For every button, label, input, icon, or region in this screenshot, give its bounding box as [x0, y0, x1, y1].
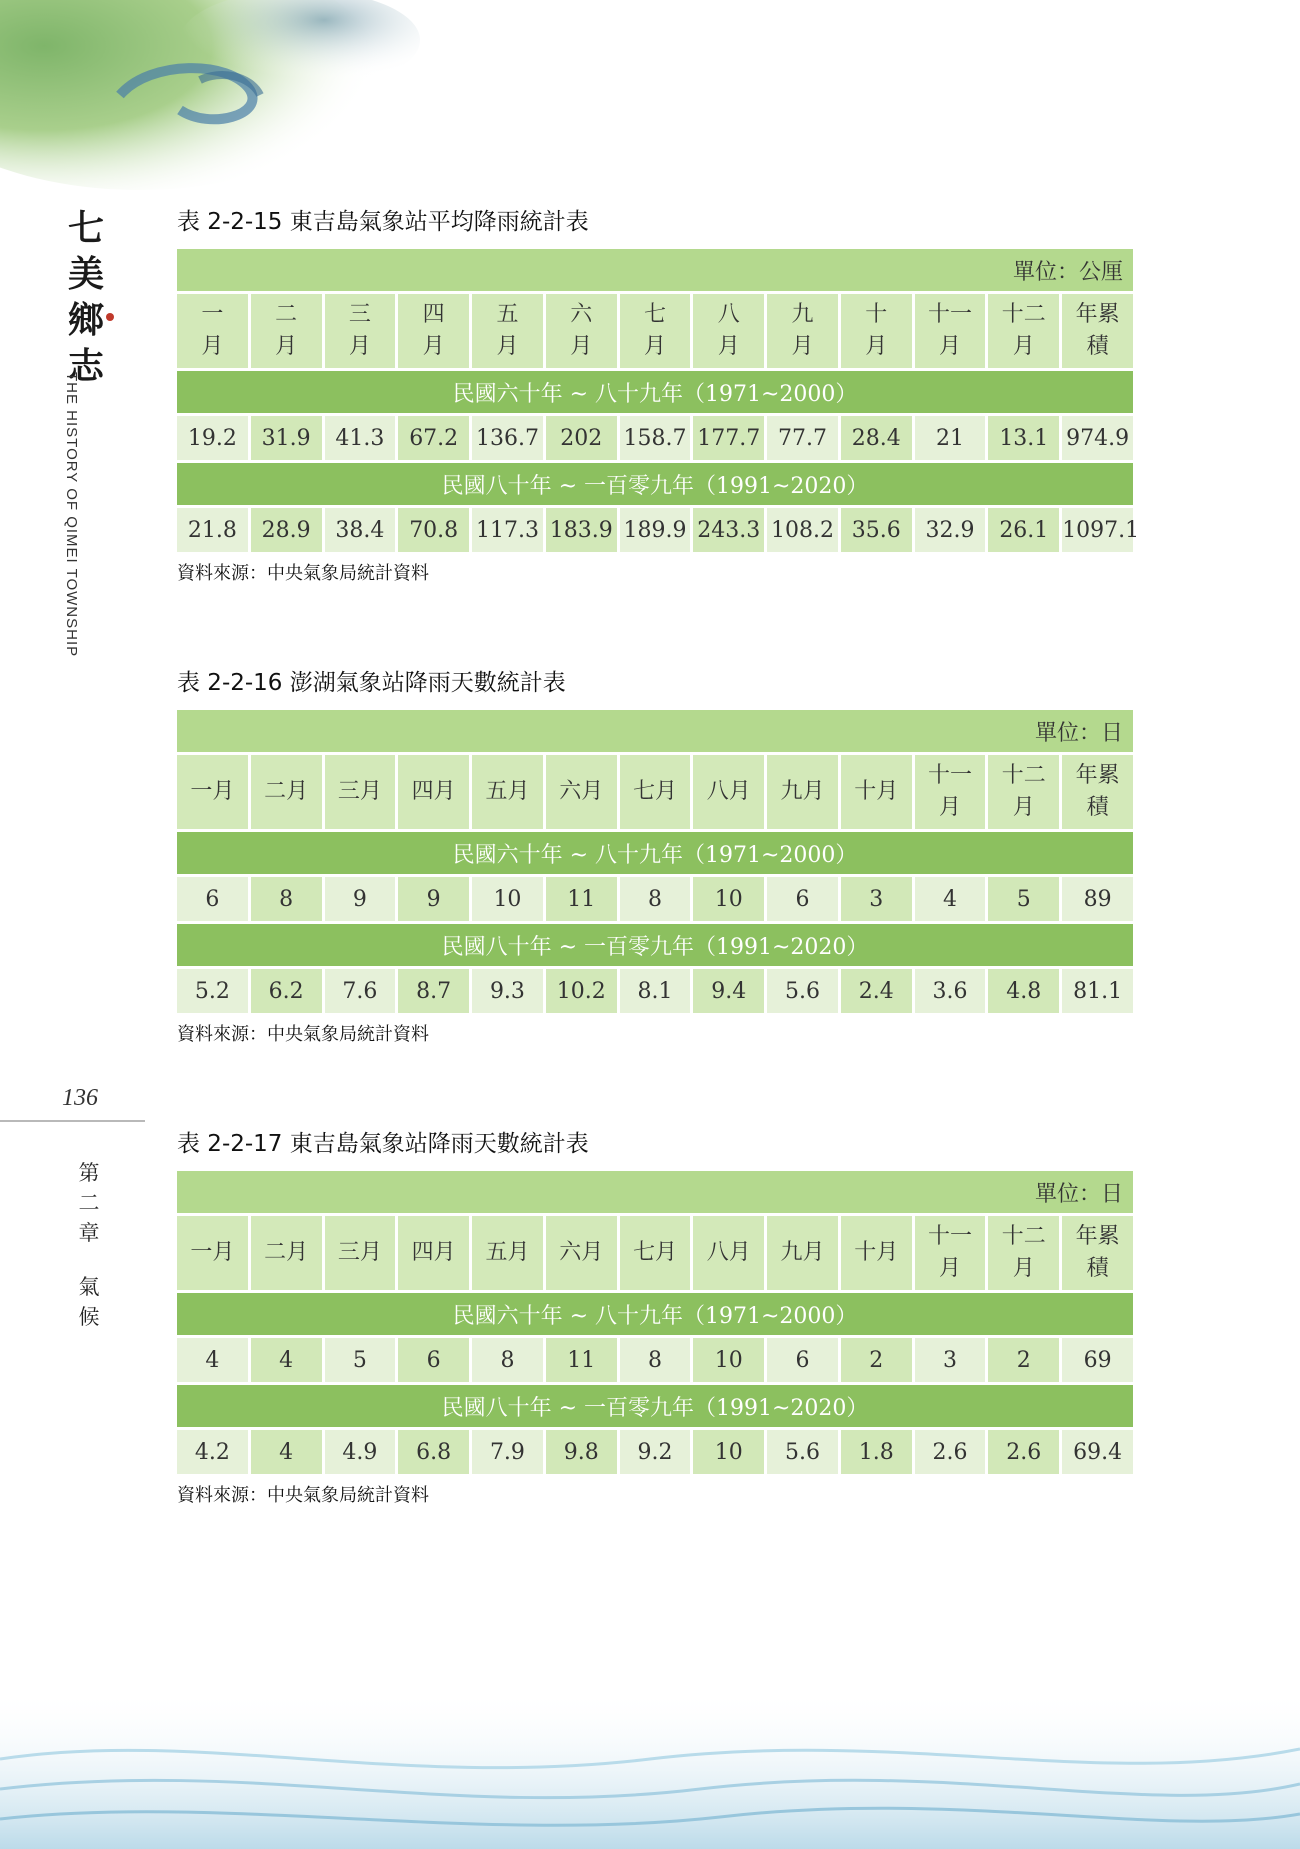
chapter-char: 二	[78, 1191, 100, 1215]
data-cell: 6	[767, 1338, 838, 1382]
data-cell: 6.8	[398, 1430, 469, 1474]
chapter-char: 章	[78, 1221, 100, 1245]
data-row	[177, 969, 1133, 1013]
month-header-line: 四月	[411, 1240, 456, 1265]
month-header	[915, 294, 986, 368]
month-header-line: 三	[348, 302, 371, 327]
data-cell: 4	[251, 1430, 322, 1474]
data-cell: 4.8	[988, 969, 1059, 1013]
data-cell: 31.9	[251, 416, 322, 460]
data-cell: 32.9	[915, 508, 986, 552]
data-cell: 3	[915, 1338, 986, 1382]
data-cell: 28.4	[841, 416, 912, 460]
month-header	[1062, 294, 1133, 368]
month-header-line: 十二	[1001, 1224, 1046, 1249]
month-header-line: 月	[1012, 1256, 1035, 1281]
period-row	[177, 832, 1133, 874]
month-header	[398, 1216, 469, 1290]
month-header-line: 二月	[264, 779, 309, 804]
month-header-line: 十月	[854, 1240, 899, 1265]
month-header-line: 積	[1086, 334, 1109, 359]
data-cell: 13.1	[988, 416, 1059, 460]
month-header-line: 一月	[190, 779, 235, 804]
period-row	[177, 371, 1133, 413]
header-row	[177, 755, 1133, 829]
data-cell: 183.9	[546, 508, 617, 552]
table-block-2-2-15	[177, 204, 1139, 587]
month-header	[251, 294, 322, 368]
data-cell: 21.8	[177, 508, 248, 552]
unit-row	[177, 1171, 1133, 1213]
month-header	[693, 1216, 764, 1290]
data-cell: 2.4	[841, 969, 912, 1013]
chapter-char: 第	[78, 1161, 100, 1185]
month-header	[841, 755, 912, 829]
month-header	[472, 294, 543, 368]
period-row	[177, 1385, 1133, 1427]
data-cell: 6	[398, 1338, 469, 1382]
data-cell: 8.1	[620, 969, 691, 1013]
month-header-line: 月	[939, 1256, 962, 1281]
month-header-line: 八月	[706, 1240, 751, 1265]
month-header-line: 五	[496, 302, 519, 327]
period-label: 民國六十年 ~ 八十九年（1971~2000）	[177, 832, 1133, 874]
month-header-line: 月	[791, 334, 814, 359]
month-header-line: 月	[348, 334, 371, 359]
brand-seal-dot	[106, 313, 114, 321]
month-header	[1062, 1216, 1133, 1290]
data-cell: 89	[1062, 877, 1133, 921]
month-header-line: 四月	[411, 779, 456, 804]
data-cell: 2	[841, 1338, 912, 1382]
month-header	[472, 1216, 543, 1290]
brand-char: 美	[67, 253, 104, 295]
period-label: 民國八十年 ~ 一百零九年（1991~2020）	[177, 1385, 1133, 1427]
sidebar-brand	[60, 205, 120, 389]
month-header-line: 十一	[928, 302, 973, 327]
month-header-line: 十一	[928, 1224, 973, 1249]
rainfall-table	[174, 1168, 1136, 1477]
data-cell: 158.7	[620, 416, 691, 460]
data-cell: 177.7	[693, 416, 764, 460]
month-header-line: 十	[865, 302, 888, 327]
month-header-line: 年累	[1075, 763, 1120, 788]
month-header-line: 三月	[337, 1240, 382, 1265]
data-cell: 974.9	[1062, 416, 1133, 460]
data-cell: 6.2	[251, 969, 322, 1013]
data-cell: 5	[988, 877, 1059, 921]
month-header-line: 九月	[780, 1240, 825, 1265]
page-divider	[0, 1120, 145, 1122]
month-header-line: 年累	[1075, 1224, 1120, 1249]
data-cell: 7.9	[472, 1430, 543, 1474]
month-header	[988, 1216, 1059, 1290]
header-landscape-art	[0, 0, 460, 200]
table-source: 資料來源：中央氣象局統計資料	[177, 1024, 429, 1045]
data-cell: 69.4	[1062, 1430, 1133, 1474]
rainfall-table	[174, 707, 1136, 1016]
data-cell: 7.6	[325, 969, 396, 1013]
data-cell: 9	[325, 877, 396, 921]
month-header	[325, 755, 396, 829]
brand-char: 七	[67, 207, 104, 249]
month-header-line: 六月	[559, 779, 604, 804]
data-cell: 19.2	[177, 416, 248, 460]
data-cell: 4	[915, 877, 986, 921]
data-cell: 10	[472, 877, 543, 921]
month-header-line: 三月	[337, 779, 382, 804]
month-header	[620, 755, 691, 829]
data-cell: 3.6	[915, 969, 986, 1013]
data-cell: 11	[546, 1338, 617, 1382]
data-cell: 6	[767, 877, 838, 921]
table-block-2-2-17	[177, 1126, 1139, 1509]
month-header	[915, 1216, 986, 1290]
month-header-line: 十一	[928, 763, 973, 788]
month-header-line: 八	[717, 302, 740, 327]
period-label: 民國八十年 ~ 一百零九年（1991~2020）	[177, 463, 1133, 505]
month-header	[398, 294, 469, 368]
month-header	[841, 1216, 912, 1290]
data-row	[177, 508, 1133, 552]
month-header	[1062, 755, 1133, 829]
period-label: 民國八十年 ~ 一百零九年（1991~2020）	[177, 924, 1133, 966]
english-title-wrap	[63, 372, 100, 658]
month-header-line: 五月	[485, 779, 530, 804]
data-cell: 70.8	[398, 508, 469, 552]
month-header	[915, 755, 986, 829]
unit-row	[177, 710, 1133, 752]
month-header	[177, 1216, 248, 1290]
month-header-line: 月	[570, 334, 593, 359]
month-header-line: 四	[422, 302, 445, 327]
month-header-line: 十月	[854, 779, 899, 804]
data-cell: 41.3	[325, 416, 396, 460]
chapter-char: 候	[78, 1305, 100, 1329]
table-caption: 表 2-2-15 東吉島氣象站平均降雨統計表	[177, 209, 589, 235]
data-cell: 8	[620, 877, 691, 921]
data-cell: 9.2	[620, 1430, 691, 1474]
month-header-line: 五月	[485, 1240, 530, 1265]
month-header	[546, 294, 617, 368]
data-cell: 10.2	[546, 969, 617, 1013]
data-cell: 38.4	[325, 508, 396, 552]
unit-label: 單位：日	[177, 710, 1133, 752]
month-header-line: 月	[939, 795, 962, 820]
data-cell: 5.6	[767, 969, 838, 1013]
table-caption: 表 2-2-17 東吉島氣象站降雨天數統計表	[177, 1131, 589, 1157]
data-cell: 69	[1062, 1338, 1133, 1382]
month-header-line: 月	[496, 334, 519, 359]
data-row	[177, 877, 1133, 921]
page-number: 136	[62, 1085, 98, 1111]
unit-label: 單位：公厘	[177, 249, 1133, 291]
month-header-line: 六	[570, 302, 593, 327]
month-header-line: 年累	[1075, 302, 1120, 327]
month-header	[988, 294, 1059, 368]
data-cell: 4.9	[325, 1430, 396, 1474]
data-cell: 4.2	[177, 1430, 248, 1474]
month-header-line: 二	[275, 302, 298, 327]
data-cell: 81.1	[1062, 969, 1133, 1013]
month-header	[767, 294, 838, 368]
month-header	[767, 755, 838, 829]
month-header-line: 七月	[632, 779, 677, 804]
data-cell: 8.7	[398, 969, 469, 1013]
month-header	[472, 755, 543, 829]
data-cell: 26.1	[988, 508, 1059, 552]
month-header-line: 月	[939, 334, 962, 359]
month-header	[546, 1216, 617, 1290]
month-header-line: 七月	[632, 1240, 677, 1265]
data-cell: 243.3	[693, 508, 764, 552]
data-cell: 4	[251, 1338, 322, 1382]
chapter-gap	[74, 1248, 104, 1272]
month-header	[693, 755, 764, 829]
data-cell: 189.9	[620, 508, 691, 552]
data-cell: 2.6	[988, 1430, 1059, 1474]
data-cell: 8	[620, 1338, 691, 1382]
data-cell: 28.9	[251, 508, 322, 552]
month-header-line: 月	[865, 334, 888, 359]
data-cell: 77.7	[767, 416, 838, 460]
month-header	[988, 755, 1059, 829]
data-cell: 9.4	[693, 969, 764, 1013]
period-label: 民國六十年 ~ 八十九年（1971~2000）	[177, 371, 1133, 413]
unit-row	[177, 249, 1133, 291]
rainfall-table	[174, 246, 1140, 555]
table-source: 資料來源：中央氣象局統計資料	[177, 563, 429, 584]
data-cell: 10	[693, 877, 764, 921]
data-cell: 5.6	[767, 1430, 838, 1474]
data-cell: 108.2	[767, 508, 838, 552]
data-row	[177, 1338, 1133, 1382]
data-cell: 2	[988, 1338, 1059, 1382]
month-header-line: 月	[717, 334, 740, 359]
data-cell: 10	[693, 1430, 764, 1474]
month-header	[620, 294, 691, 368]
month-header-line: 月	[201, 334, 224, 359]
data-cell: 9.8	[546, 1430, 617, 1474]
month-header-line: 九	[791, 302, 814, 327]
data-row	[177, 416, 1133, 460]
chapter-char: 氣	[78, 1275, 100, 1299]
month-header-line: 十二	[1001, 302, 1046, 327]
data-cell: 11	[546, 877, 617, 921]
month-header-line: 二月	[264, 1240, 309, 1265]
data-cell: 21	[915, 416, 986, 460]
table-block-2-2-16	[177, 665, 1139, 1048]
data-cell: 1097.1	[1062, 508, 1133, 552]
table-caption: 表 2-2-16 澎湖氣象站降雨天數統計表	[177, 670, 566, 696]
data-cell: 4	[177, 1338, 248, 1382]
month-header-line: 月	[643, 334, 666, 359]
month-header-line: 一月	[190, 1240, 235, 1265]
period-row	[177, 463, 1133, 505]
month-header	[841, 294, 912, 368]
data-cell: 35.6	[841, 508, 912, 552]
month-header-line: 九月	[780, 779, 825, 804]
data-cell: 8	[251, 877, 322, 921]
month-header-line: 月	[422, 334, 445, 359]
month-header-line: 六月	[559, 1240, 604, 1265]
brand-char: 志	[67, 345, 104, 387]
month-header-line: 月	[1012, 795, 1035, 820]
month-header	[620, 1216, 691, 1290]
data-cell: 202	[546, 416, 617, 460]
chapter-label	[74, 1158, 104, 1332]
month-header-line: 月	[275, 334, 298, 359]
month-header-line: 月	[1012, 334, 1035, 359]
period-label: 民國六十年 ~ 八十九年（1971~2000）	[177, 1293, 1133, 1335]
month-header	[177, 755, 248, 829]
month-header	[251, 755, 322, 829]
table-source: 資料來源：中央氣象局統計資料	[177, 1485, 429, 1506]
brand-char: 鄉	[67, 299, 104, 341]
header-row	[177, 294, 1133, 368]
month-header	[325, 294, 396, 368]
month-header	[398, 755, 469, 829]
data-cell: 1.8	[841, 1430, 912, 1474]
data-cell: 6	[177, 877, 248, 921]
data-cell: 5.2	[177, 969, 248, 1013]
english-title: THE HISTORY OF QIMEI TOWNSHIP	[63, 372, 80, 658]
month-header-line: 八月	[706, 779, 751, 804]
month-header	[325, 1216, 396, 1290]
month-header	[177, 294, 248, 368]
month-header-line: 七	[643, 302, 666, 327]
footer-wave-art	[0, 1689, 1300, 1849]
data-cell: 67.2	[398, 416, 469, 460]
unit-label: 單位：日	[177, 1171, 1133, 1213]
data-cell: 10	[693, 1338, 764, 1382]
month-header-line: 十二	[1001, 763, 1046, 788]
month-header	[693, 294, 764, 368]
data-cell: 5	[325, 1338, 396, 1382]
data-cell: 3	[841, 877, 912, 921]
month-header-line: 一	[201, 302, 224, 327]
period-row	[177, 1293, 1133, 1335]
data-cell: 117.3	[472, 508, 543, 552]
data-row	[177, 1430, 1133, 1474]
month-header-line: 積	[1086, 795, 1109, 820]
month-header	[251, 1216, 322, 1290]
data-cell: 9.3	[472, 969, 543, 1013]
month-header-line: 積	[1086, 1256, 1109, 1281]
period-row	[177, 924, 1133, 966]
month-header	[546, 755, 617, 829]
data-cell: 2.6	[915, 1430, 986, 1474]
data-cell: 136.7	[472, 416, 543, 460]
header-row	[177, 1216, 1133, 1290]
data-cell: 9	[398, 877, 469, 921]
data-cell: 8	[472, 1338, 543, 1382]
month-header	[767, 1216, 838, 1290]
